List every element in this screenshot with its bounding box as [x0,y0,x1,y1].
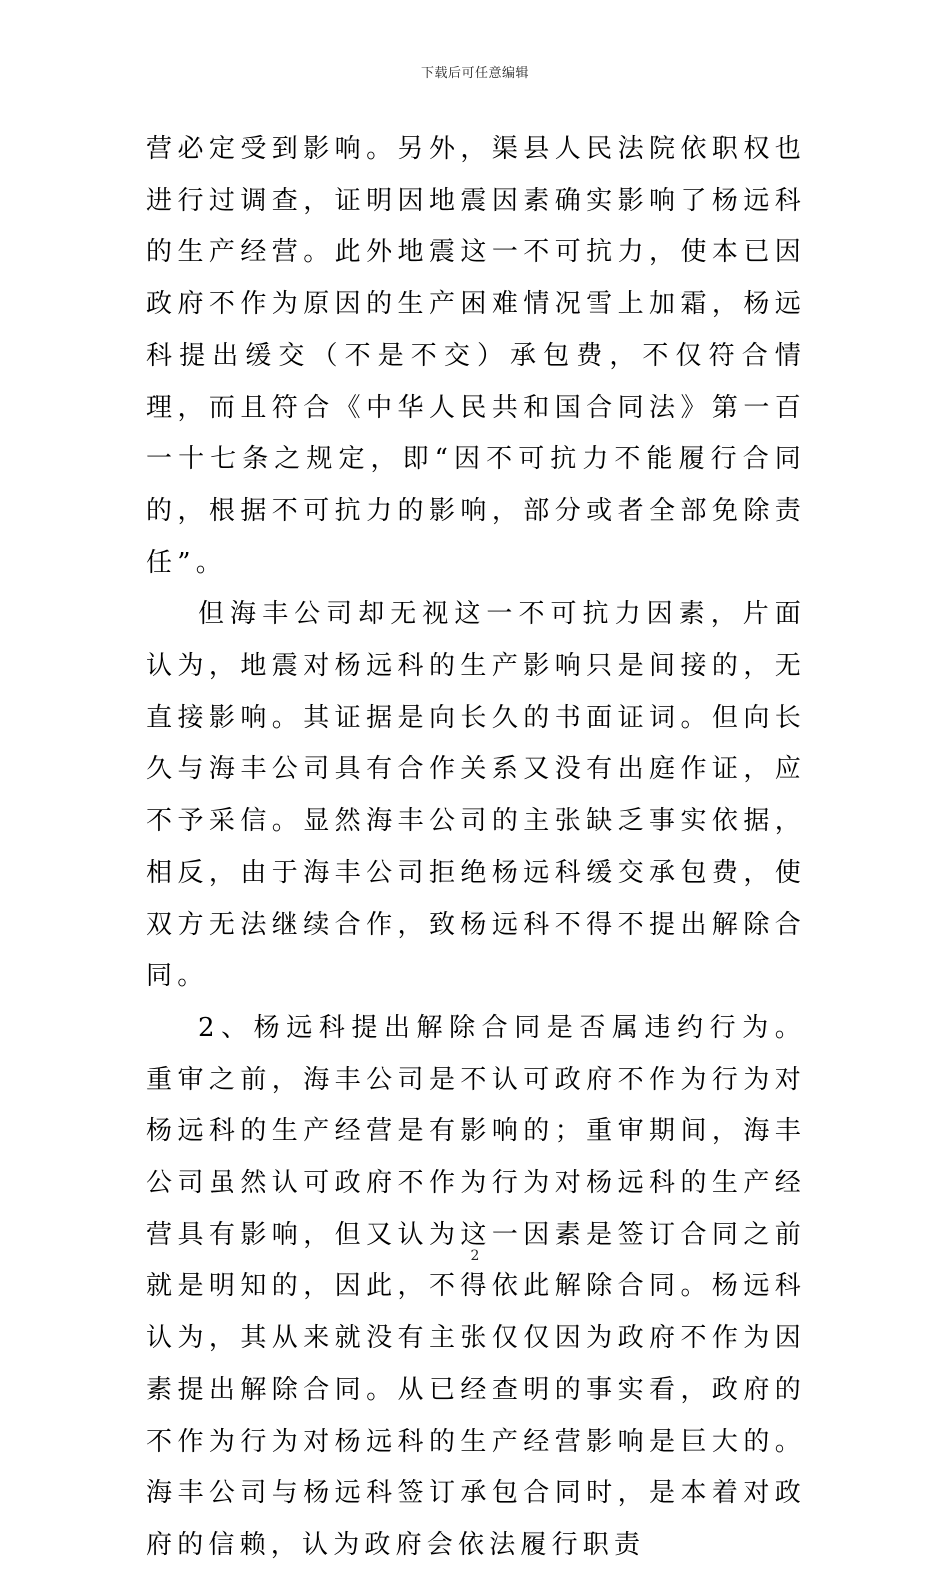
body-paragraph-1: 营必定受到影响。另外，渠县人民法院依职权也进行过调查，证明因地震因素确实影响了杨远科的生产经营。此外地震这一不可抗力，使本已因政府不作为原因的生产困难情况雪上加霜，杨远科提出缓交（不是不交）承包费，不仅符合情理，而且符合《中华人民共和国合同法》第一百一十七条之规定，即“因不可抗力不能履行合同的，根据不可抗力的影响，部分或者全部免除责任”。 [146,134,806,578]
body-paragraph-2: 但海丰公司却无视这一不可抗力因素，片面认为，地震对杨远科的生产影响只是间接的，无直接影响。其证据是向长久的书面证词。但向长久与海丰公司具有合作关系又没有出庭作证，应不予采信。显然海丰公司的主张缺乏事实依据，相反，由于海丰公司拒绝杨远科缓交承包费，使双方无法继续合作，致杨远科不得不提出解除合同。 [146,599,806,992]
body-paragraph-3: 2、杨远科提出解除合同是否属违约行为。重审之前，海丰公司是不认可政府不作为行为对杨远科的生产经营是有影响的；重审期间，海丰公司虽然认可政府不作为行为对杨远科的生产经营具有影响，但又认为这一因素是签订合同之前就是明知的，因此，不得依此解除合同。杨远科认为，其从来就没有主张仅仅因为政府不作为因素提出解除合同。从已经查明的事实看，政府的不作为行为对杨远科的生产经营影响是巨大的。海丰公司与杨远科签订承包合同时，是本着对政府的信赖，认为政府会依法履行职责 [146,1012,806,1560]
document-body [146,124,806,1572]
page-header: 下载后可任意编辑 [420,66,529,81]
page-number: 2 [470,1248,480,1264]
